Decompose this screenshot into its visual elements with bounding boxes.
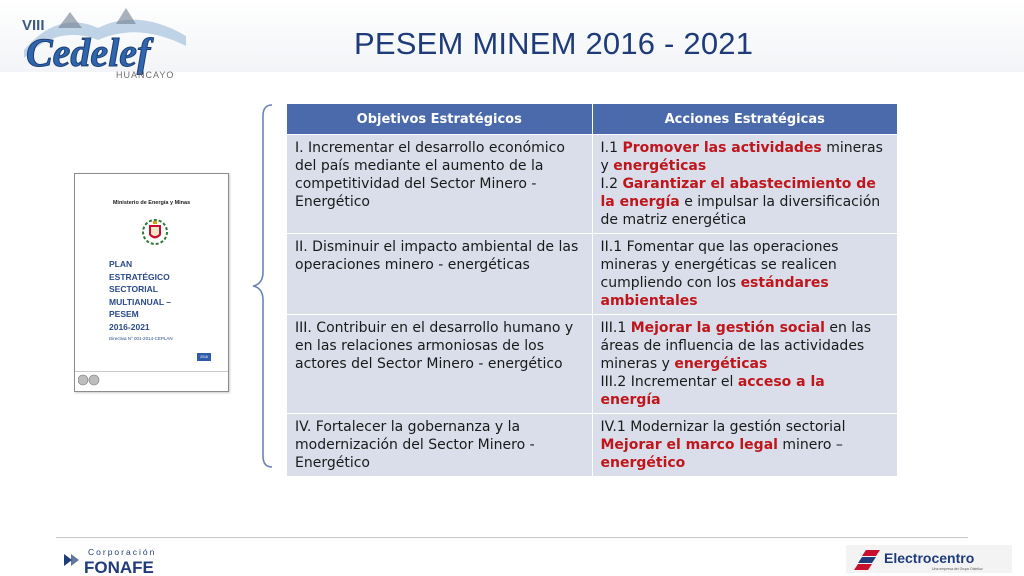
action-cell: I.1 Promover las actividades mineras y energéticas I.2 Garantizar el abastecimiento de la energía e impulsar la diversificación de matriz energética [592,135,898,234]
svg-text:FONAFE: FONAFE [84,558,154,574]
cover-ministry: Ministerio de Energía y Minas [112,200,191,206]
table-row [287,135,898,234]
action-cell: IV.1 Modernizar la gestión sectorial Mejorar el marco legal minero – energético [592,414,898,477]
objective-cell: III. Contribuir en el desarrollo humano y en las relaciones armoniosas de los actores del Sector Minero - energético [287,315,593,414]
cover-divider [75,371,228,372]
svg-text:VIII: VIII [22,17,45,34]
cover-plan-title: PLAN ESTRATÉGICO SECTORIAL MULTIANUAL – PESEM 2016-2021 [109,259,172,332]
cedelef-logo [18,6,193,82]
footer-divider [56,537,968,538]
cover-seals-icon [78,374,100,386]
svg-text:HUANCAYO: HUANCAYO [116,70,175,80]
objective-cell: IV. Fortalecer la gobernanza y la modernización del Sector Minero - Energético [287,414,593,477]
objective-cell: II. Disminuir el impacto ambiental de las operaciones minero - energéticas [287,234,593,315]
cover-badge: 2016 [197,353,211,361]
electrocentro-mark [846,545,1012,573]
electrocentro-logo [846,545,1012,573]
header-objectives: Objetivos Estratégicos [287,104,593,135]
page-title: PESEM MINEM 2016 - 2021 [354,26,754,61]
table-row [287,234,898,315]
objective-cell: I. Incrementar el desarrollo económico del país mediante el aumento de la competitividad del Sector Minero - Energético [287,135,593,234]
fonafe-logo [62,544,192,574]
action-cell: III.1 Mejorar la gestión social en las áreas de influencia de las actividades mineras y energéticas III.2 Incrementar el acceso a la energía [592,315,898,414]
strategic-objectives-table [286,103,898,477]
table-row [287,315,898,414]
svg-text:Electrocentro: Electrocentro [884,550,975,566]
cover-directive: Directiva N° 001-2014-CEPLAN [109,336,173,341]
table-row [287,414,898,477]
table-header-row [287,104,898,135]
action-cell: II.1 Fomentar que las operaciones mineras y energéticas se realicen cumpliendo con los estándares ambientales [592,234,898,315]
pesem-cover-thumbnail [74,173,229,392]
coat-of-arms-icon [142,218,168,246]
svg-text:Corporación: Corporación [88,547,157,557]
svg-text:Cedelef: Cedelef [26,30,151,75]
brace-connector [250,104,274,468]
svg-text:Una empresa del Grupo Distrilu: Una empresa del Grupo Distriluz [932,567,983,571]
header-actions: Acciones Estratégicas [592,104,898,135]
